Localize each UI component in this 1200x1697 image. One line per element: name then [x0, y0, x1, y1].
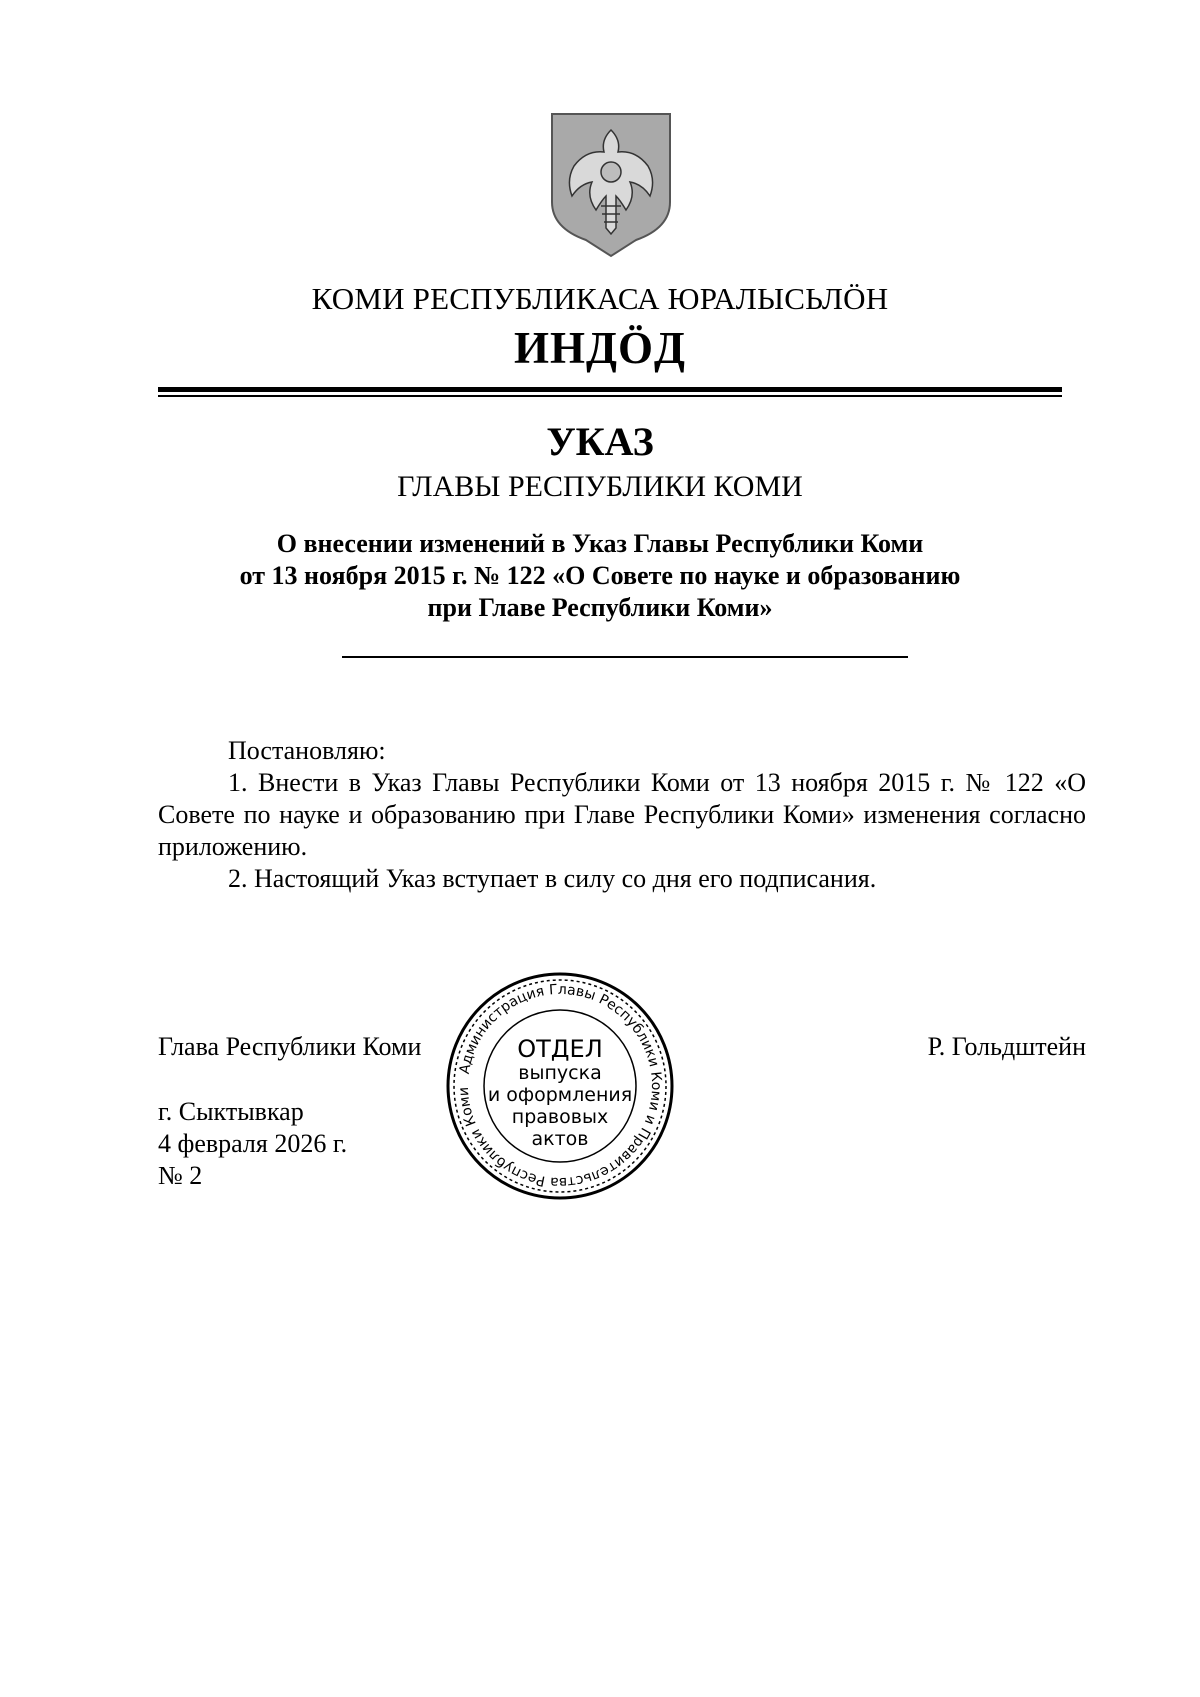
issue-date: 4 февраля 2026 г. — [158, 1129, 348, 1158]
body-intro: Постановляю: — [228, 736, 386, 765]
stamp-line-1: ОТДЕЛ — [517, 1035, 603, 1063]
header-line-komi: КОМИ РЕСПУБЛИКАСА ЮРАЛЫСЬЛӦН — [311, 281, 889, 316]
document-type-title: УКАЗ — [546, 419, 654, 464]
document-subject — [150, 528, 1050, 624]
subject-line-3: при Главе Республики Коми» — [427, 593, 773, 622]
subject-line-2: от 13 ноября 2015 г. № 122 «О Совете по науке и образованию — [239, 561, 961, 590]
subject-underline — [342, 656, 908, 658]
stamp-center-text — [440, 1036, 680, 1150]
signatory-position: Глава Республики Коми — [158, 1032, 422, 1061]
subject-line-1: О внесении изменений в Указ Главы Республики Коми — [276, 529, 924, 558]
issue-number: № 2 — [158, 1161, 203, 1190]
document-issuer: ГЛАВЫ РЕСПУБЛИКИ КОМИ — [397, 470, 803, 503]
issue-city: г. Сыктывкар — [158, 1097, 304, 1126]
coat-of-arms-icon — [546, 110, 676, 260]
signatory-name: Р. Гольдштейн — [927, 1032, 1086, 1061]
stamp-line-5: актов — [531, 1128, 589, 1150]
header-indod: ИНДӦД — [514, 323, 686, 373]
issue-details — [158, 1096, 347, 1192]
stamp-ring-text: Администрация Главы Республики Коми и Правительства Республики Коми — [455, 981, 665, 1191]
stamp-line-3: и оформления — [487, 1084, 633, 1106]
body-item-2: 2. Настоящий Указ вступает в силу со дня его подписания. — [228, 864, 877, 893]
header-divider-thick — [158, 387, 1062, 392]
stamp-line-4: правовых — [511, 1106, 609, 1128]
body-item-1: 1. Внести в Указ Главы Республики Коми от 13 ноября 2015 г. № 122 «О Совете по науке и образованию при Главе Республики Коми» изменения согласно приложению. — [158, 768, 1086, 861]
stamp-line-2: выпуска — [518, 1062, 602, 1084]
document-body — [158, 735, 1086, 895]
official-stamp — [440, 966, 680, 1206]
header-divider-thin — [158, 395, 1062, 397]
